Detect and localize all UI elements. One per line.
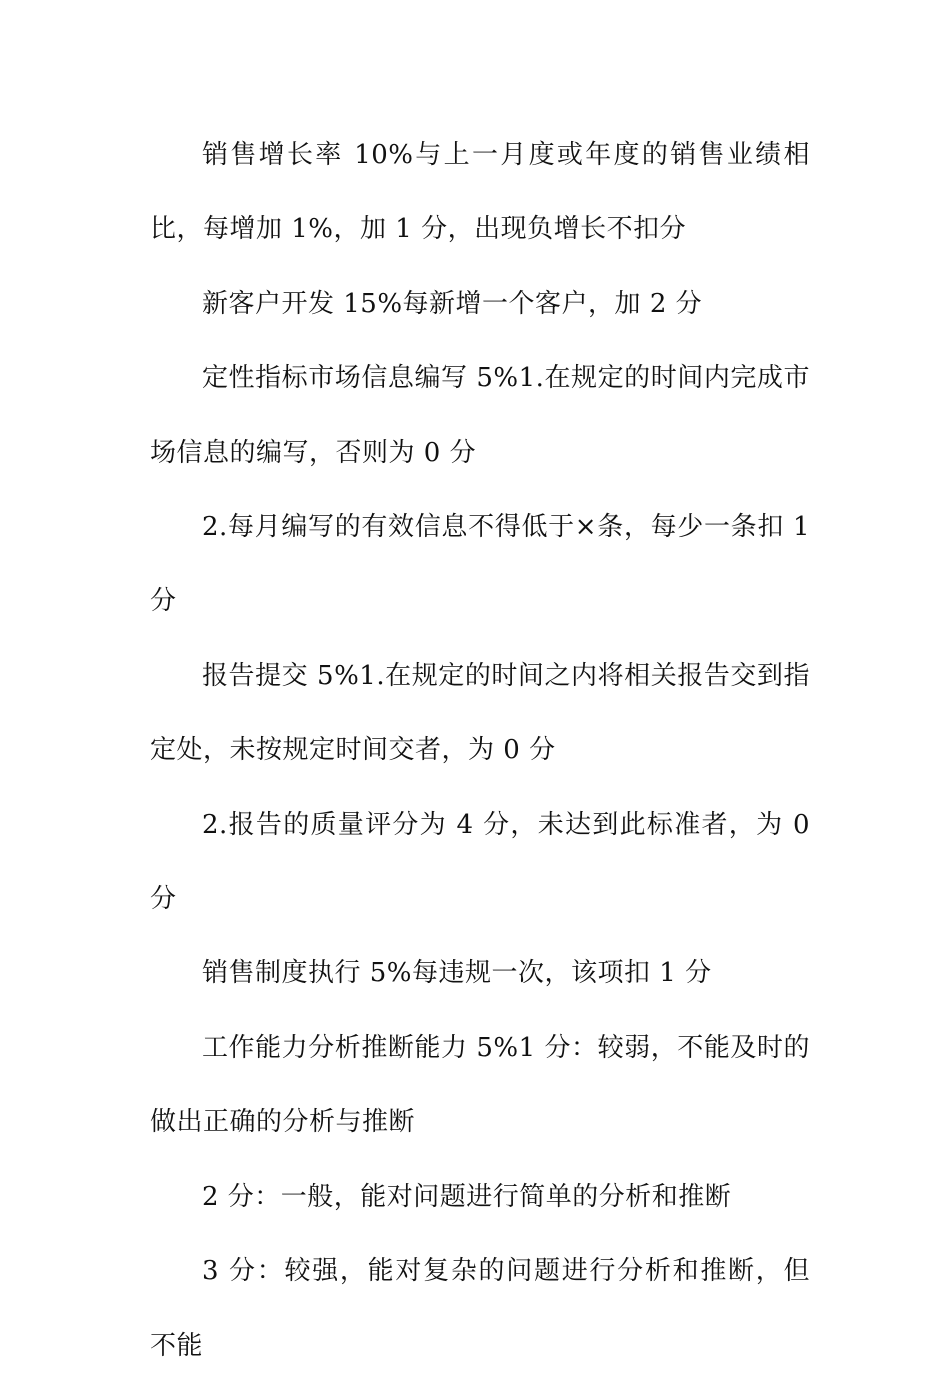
paragraph-market-info: 定性指标市场信息编写 5%1.在规定的时间内完成市场信息的编写，否则为 0 分 (150, 363, 810, 468)
paragraph-report-submission: 报告提交 5%1.在规定的时间之内将相关报告交到指定处，未按规定时间交者，为 0 分 (150, 660, 810, 766)
document-body (150, 118, 810, 1383)
paragraph-sales-growth: 销售增长率 10%与上一月度或年度的销售业绩相比，每增加 1%，加 1 分，出现负增长不扣分 (150, 140, 810, 245)
paragraph-report-quality: 2.报告的质量评分为 4 分，未达到此标准者，为 0 分 (150, 809, 810, 915)
paragraph-score-2: 2 分：一般，能对问题进行简单的分析和推断 (202, 1181, 732, 1212)
paragraph-monthly-info: 2.每月编写的有效信息不得低于×条，每少一条扣 1 分 (150, 512, 810, 617)
paragraph-score-3: 3 分：较强，能对复杂的问题进行分析和推断，但不能 (150, 1256, 810, 1361)
paragraph-sales-policy: 销售制度执行 5%每违规一次，该项扣 1 分 (202, 958, 712, 989)
paragraph-analysis-ability: 工作能力分析推断能力 5%1 分：较弱，不能及时的做出正确的分析与推断 (150, 1032, 810, 1138)
paragraph-new-customers: 新客户开发 15%每新增一个客户，加 2 分 (202, 288, 703, 319)
